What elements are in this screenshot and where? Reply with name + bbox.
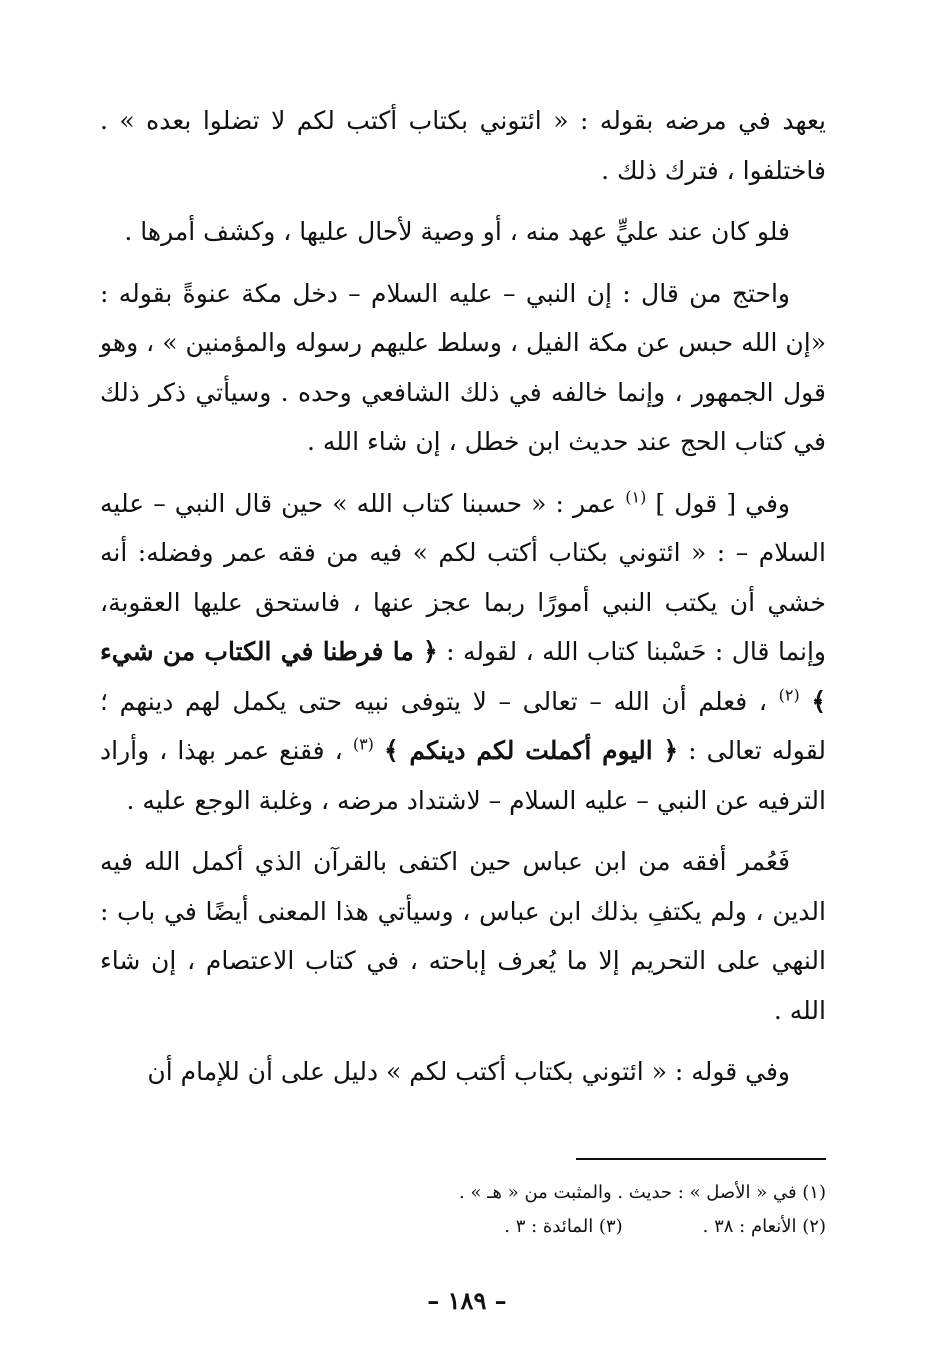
quran-quote: ﴿ اليوم أكملت لكم دينكم ﴾	[383, 736, 679, 765]
paragraph	[100, 837, 826, 1035]
footnote-separator	[576, 1158, 826, 1160]
footnote-marker: (٣)	[352, 734, 374, 754]
paragraph	[100, 207, 826, 257]
text-run: فلو كان عند عليٍّ عهد منه ، أو وصية لأحال عليها ، وكشف أمرها .	[124, 217, 790, 246]
footnote-marker: (١)	[625, 487, 647, 507]
page-number: – ١٨٩ –	[427, 1286, 507, 1315]
footnote-2: (٢) الأنعام : ٣٨ .	[702, 1216, 826, 1237]
text-run: عمر : « حسبنا كتاب الله » حين قال النبي – عليه السلام – : « ائتوني بكتاب أكتب لكم » فيه من فقه عمر وفضله: أنه خشي أن يكتب النبي أمورًا ربما عجز عنها ، فاستحق عليها العقوبة، وإنما قال : حَسْبنا كتاب الله ، لقوله :	[100, 488, 827, 666]
paragraph	[100, 269, 826, 467]
text-run: واحتج من قال : إن النبي – عليه السلام – دخل مكة عنوةً بقوله : «إن الله حبس عن مكة الفيل ، وسلط عليهم رسوله والمؤمنين » ، وهو قول الجمهور ، وإنما خالفه في ذلك الشافعي وحده . وسيأتي ذكر ذلك في كتاب الحج عند حديث ابن خطل ، إن شاء الله .	[100, 278, 826, 456]
paragraph	[100, 479, 826, 826]
text-run: يعهد في مرضه بقوله : « ائتوني بكتاب أكتب لكم لا تضلوا بعده » . فاختلفوا ، فترك ذلك .	[100, 106, 826, 185]
paragraph	[100, 96, 826, 195]
footnote-row	[100, 1210, 826, 1244]
quran-quote: ﴿ ما فرطنا في الكتاب من شيء ﴾	[100, 637, 826, 716]
text-run	[374, 736, 384, 765]
body-text	[100, 96, 826, 1109]
footnote-marker: (٢)	[778, 685, 800, 705]
text-run	[800, 687, 812, 716]
footnotes	[100, 1176, 826, 1244]
text-run: ، فعلم أن الله – تعالى – لا يتوفى نبيه حتى يكمل لهم دينهم ؛ لقوله تعالى :	[100, 686, 826, 765]
text-run: وفي قوله : « ائتوني بكتاب أكتب لكم » دليل على أن للإمام أن	[147, 1057, 790, 1086]
paragraph	[100, 1047, 826, 1097]
text-run: فَعُمر أفقه من ابن عباس حين اكتفى بالقرآن الذي أكمل الله فيه الدين ، ولم يكتفِ بذلك ابن عباس ، وسيأتي هذا المعنى أيضًا في باب : النهي على التحريم إلا ما يُعرف إباحته ، في كتاب الاعتصام ، إن شاء الله .	[100, 847, 826, 1025]
text-run: ، فقنع عمر بهذا ، وأراد الترفيه عن النبي – عليه السلام – لاشتداد مرضه ، وغلبة الوجع عليه .	[100, 736, 826, 815]
footnote-1: (١) في « الأصل » : حديث . والمثبت من « هـ » .	[459, 1182, 826, 1203]
text-run: وفي [ قول ]	[646, 488, 791, 518]
footnote-3: (٣) المائدة : ٣ .	[504, 1216, 623, 1237]
